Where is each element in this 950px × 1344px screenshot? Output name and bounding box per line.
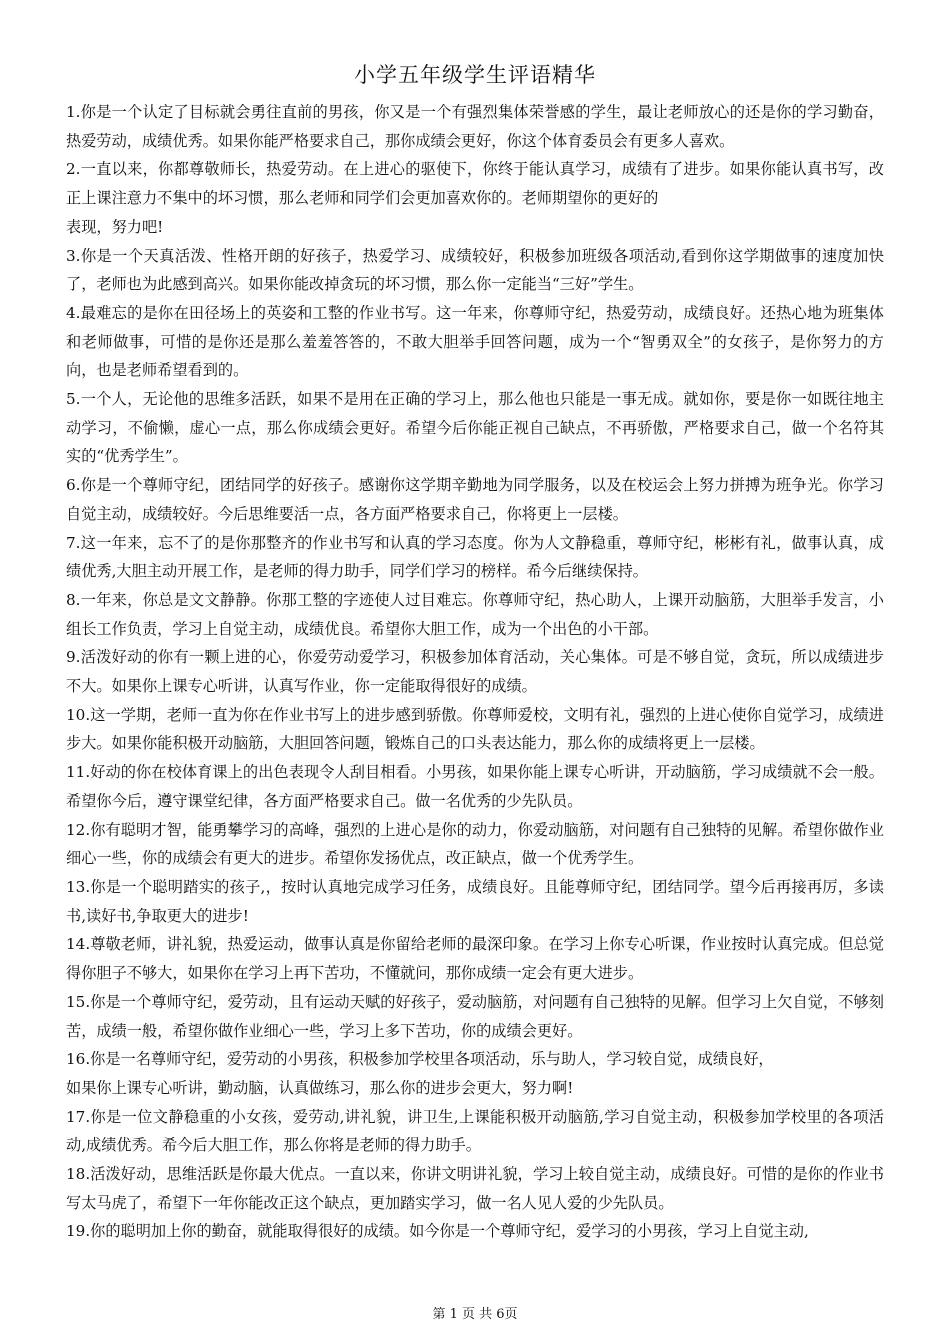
comment-item: 19.你的聪明加上你的勤奋，就能取得很好的成绩。如今你是一个尊师守纪，爱学习的小男孩，学习上自觉主动, (66, 1222, 809, 1241)
comment-item: 5.一个人，无论他的思维多活跃，如果不是用在正确的学习上，那么他也只能是一事无成。就如你，要是你一如既往地主动学习，不偷懒，虚心一点，那么你成绩会更好。希望今后你能正视自己缺点，不再骄傲，严格要求自己，做一个名符其实的“优秀学生”。 (66, 390, 884, 466)
comment-item: 6.你是一个尊师守纪，团结同学的好孩子。感谢你这学期辛勤地为同学服务，以及在校运会上努力拼搏为班争光。你学习自觉主动，成绩较好。今后思维要活一点，各方面严格要求自己，你将更上一层楼。 (66, 476, 884, 523)
comment-item: 1.你是一个认定了目标就会勇往直前的男孩，你又是一个有强烈集体荣誉感的学生，最让老师放心的还是你的学习勤奋，热爱劳动，成绩优秀。如果你能严格要求自己，那你成绩会更好，你这个体育委员会有更多人喜欢。 (66, 103, 884, 150)
comment-item: 17.你是一位文静稳重的小女孩，爱劳动,讲礼貌，讲卫生,上课能积极开动脑筋,学习自觉主动，积极参加学校里的各项活动,成绩优秀。希今后大胆工作，那么你将是老师的得力助手。 (66, 1107, 884, 1155)
comment-item: 13.你是一个聪明踏实的孩子,，按时认真地完成学习任务，成绩良好。且能尊师守纪，团结同学。望今后再接再厉，多读书,读好书,争取更大的进步! (66, 877, 884, 925)
comment-item: 2.一直以来，你都尊敬师长，热爱劳动。在上进心的驱使下，你终于能认真学习，成绩有了进步。如果你能认真书写，改正上课注意力不集中的坏习惯，那么老师和同学们会更加喜欢你的。老师期望你的更好的 表现，努力吧! (66, 155, 884, 241)
page-footer: 第 1 页 共 6页 (432, 1307, 518, 1322)
comment-list (66, 98, 884, 1246)
comment-item: 18.活泼好动，思维活跃是你最大优点。一直以来，你讲文明讲礼貌，学习上较自觉主动，成绩良好。可惜的是你的作业书写太马虎了，希望下一年你能改正这个缺点，更加踏实学习，做一名人见人爱的少先队员。 (66, 1165, 884, 1212)
comment-item: 9.活泼好动的你有一颗上进的心，你爱劳动爱学习，积极参加体育活动，关心集体。可是不够自觉，贪玩，所以成绩进步不大。如果你上课专心听讲，认真写作业，你一定能取得很好的成绩。 (66, 648, 884, 696)
document-title: 小学五年级学生评语精华 (354, 63, 596, 87)
comment-item: 14.尊敬老师，讲礼貌，热爱运动，做事认真是你留给老师的最深印象。在学习上你专心听课，作业按时认真完成。但总觉得你胆子不够大，如果你在学习上再下苦功，不懂就问，那你成绩一定会有更大进步。 (66, 935, 884, 983)
comment-continuation: 表现，努力吧! (66, 217, 164, 236)
comment-item: 4.最难忘的是你在田径场上的英姿和工整的作业书写。这一年来，你尊师守纪，热爱劳动，成绩良好。还热心地为班集体和老师做事，可惜的是你还是那么羞羞答答的，不敢大胆举手回答问题，成为一个“智勇双全”的女孩子，是你努力的方向，也是老师希望看到的。 (66, 303, 884, 380)
comment-item: 11.好动的你在校体育课上的出色表现令人刮目相看。小男孩，如果你能上课专心听讲，开动脑筋，学习成绩就不会一般。希望你今后，遵守课堂纪律，各方面严格要求自己。做一名优秀的少先队员。 (66, 763, 884, 810)
comment-item: 7.这一年来，忘不了的是你那整齐的作业书写和认真的学习态度。你为人文静稳重，尊师守纪，彬彬有礼，做事认真，成绩优秀,大胆主动开展工作，是老师的得力助手，同学们学习的榜样。希今后继续保持。 (66, 533, 884, 581)
comment-item: 3.你是一个天真活泼、性格开朗的好孩子，热爱学习、成绩较好，积极参加班级各项活动,看到你这学期做事的速度加快了，老师也为此感到高兴。如果你能改掉贪玩的坏习惯，那么你一定能当“三好”学生。 (66, 246, 884, 294)
comment-continuation: 如果你上课专心听讲，勤动脑，认真做练习，那么你的进步会更大，努力啊! (66, 1078, 574, 1097)
comment-item: 15.你是一个尊师守纪，爱劳动，且有运动天赋的好孩子，爱动脑筋，对问题有自己独特的见解。但学习上欠自觉，不够刻苦，成绩一般，希望你做作业细心一些，学习上多下苦功，你的成绩会更好。 (66, 992, 884, 1040)
comment-item: 16.你是一名尊师守纪，爱劳动的小男孩，积极参加学校里各项活动，乐与助人，学习较自觉，成绩良好， 如果你上课专心听讲，勤动脑，认真做练习，那么你的进步会更大，努力啊! (66, 1045, 884, 1102)
comment-item: 10.这一学期，老师一直为你在作业书写上的进步感到骄傲。你尊师爱校，文明有礼，强烈的上进心使你自觉学习，成绩进步大。如果你能积极开动脑筋，大胆回答问题，锻炼自己的口头表达能力，那么你的成绩将更上一层楼。 (66, 705, 884, 753)
comment-item: 8.一年来，你总是文文静静。你那工整的字迹使人过目难忘。你尊师守纪，热心助人，上课开动脑筋，大胆举手发言，小组长工作负责，学习上自觉主动，成绩优良。希望你大胆工作，成为一个出色的小干部。 (66, 590, 884, 638)
comment-item: 12.你有聪明才智，能勇攀学习的高峰，强烈的上进心是你的动力，你爱动脑筋，对问题有自己独特的见解。希望你做作业细心一些，你的成绩会有更大的进步。希望你发扬优点，改正缺点，做一个优秀学生。 (66, 820, 884, 868)
